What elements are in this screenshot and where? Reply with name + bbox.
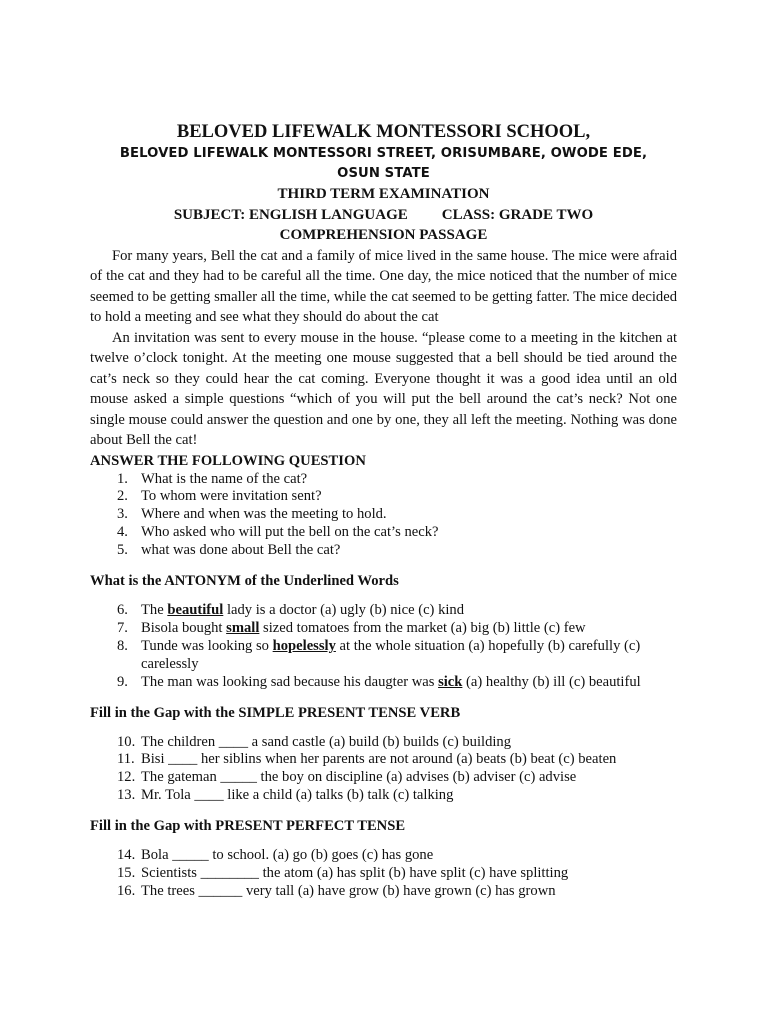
underlined-word: small bbox=[226, 619, 260, 636]
section3-heading: Fill in the Gap with the SIMPLE PRESENT TENSE VERB bbox=[90, 704, 461, 721]
underlined-word: sick bbox=[438, 673, 463, 690]
list-item: 7. Bisola bought small sized tomatoes from the market (a) big (b) little (c) few bbox=[117, 619, 586, 636]
list-item: 2. To whom were invitation sent? bbox=[117, 488, 322, 505]
passage-title: COMPREHENSION PASSAGE bbox=[279, 227, 488, 243]
school-address-line1: BELOVED LIFEWALK MONTESSORI STREET, ORISUMBARE, OWODE EDE, bbox=[119, 146, 648, 161]
list-item: 10. The children ____ a sand castle (a) build (b) builds (c) building bbox=[117, 733, 512, 750]
subject-label: SUBJECT: ENGLISH LANGUAGE bbox=[173, 206, 408, 223]
list-item: 4. Who asked who will put the bell on the cat’s neck? bbox=[117, 524, 439, 541]
list-item: 16. The trees ______ very tall (a) have grow (b) have grown (c) has grown bbox=[117, 883, 556, 899]
passage-paragraph-1: For many years, Bell the cat and a family of mice lived in the same house. The mice were afraid of the cat and they had to be careful all the time. One day, the mice noticed that the number of mice seemed to be getting smaller all the time, while the cat seemed to be getting fatter. The mice decided to hold a meeting and see what they should do about the cat bbox=[90, 247, 677, 325]
list-item: 14. Bola _____ to school. (a) go (b) goes (c) has gone bbox=[117, 847, 434, 864]
list-item: 6. The beautiful lady is a doctor (a) ugly (b) nice (c) kind bbox=[117, 602, 465, 619]
class-label: CLASS: GRADE TWO bbox=[441, 206, 594, 223]
section1-heading: ANSWER THE FOLLOWING QUESTION bbox=[90, 452, 366, 469]
list-item: 1. What is the name of the cat? bbox=[117, 470, 308, 487]
section2-heading: What is the ANTONYM of the Underlined Words bbox=[90, 573, 399, 590]
passage-paragraph-2: An invitation was sent to every mouse in the house. “please come to a meeting in the kitchen at twelve o’clock tonight. At the meeting one mouse suggested that a bell should be tied around the cat’s neck so they could hear the cat coming. Everyone thought it was a good idea until an old mouse asked a simple questions “which of you will put the bell around the cat’s neck? Not one single mouse could answer the question and one by one, they all left the meeting. Nothing was done about Bell the cat! bbox=[90, 329, 677, 448]
section4-heading: Fill in the Gap with PRESENT PERFECT TENSE bbox=[90, 818, 406, 835]
school-address-line2: OSUN STATE bbox=[337, 166, 430, 181]
exam-page bbox=[90, 120, 677, 901]
list-item: 9. The man was looking sad because his daugter was sick (a) healthy (b) ill (c) beautiful bbox=[117, 673, 641, 690]
list-item: 8. Tunde was looking so hopelessly at the whole situation (a) hopefully (b) carefully (c) carelessly bbox=[117, 637, 641, 672]
list-item: 11. Bisi ____ her siblins when her parents are not around (a) beats (b) beat (c) beaten bbox=[117, 751, 617, 768]
underlined-word: beautiful bbox=[167, 602, 224, 619]
list-item: 15. Scientists ________ the atom (a) has split (b) have split (c) have splitting bbox=[117, 865, 569, 882]
list-item: 5. what was done about Bell the cat? bbox=[117, 542, 341, 559]
section2-questions bbox=[90, 602, 677, 692]
list-item: 12. The gateman _____ the boy on discipline (a) advises (b) adviser (c) advise bbox=[117, 769, 577, 786]
underlined-word: hopelessly bbox=[272, 637, 336, 654]
section3-questions bbox=[90, 734, 677, 806]
exam-title: THIRD TERM EXAMINATION bbox=[277, 186, 490, 202]
section1-questions bbox=[90, 471, 677, 561]
list-item: 13. Mr. Tola ____ like a child (a) talks (b) talk (c) talking bbox=[117, 787, 454, 804]
list-item: 3. Where and when was the meeting to hold. bbox=[117, 506, 387, 523]
section4-questions bbox=[90, 847, 677, 901]
subject-class-row bbox=[90, 205, 677, 226]
school-name: BELOVED LIFEWALK MONTESSORI SCHOOL, bbox=[176, 122, 591, 142]
